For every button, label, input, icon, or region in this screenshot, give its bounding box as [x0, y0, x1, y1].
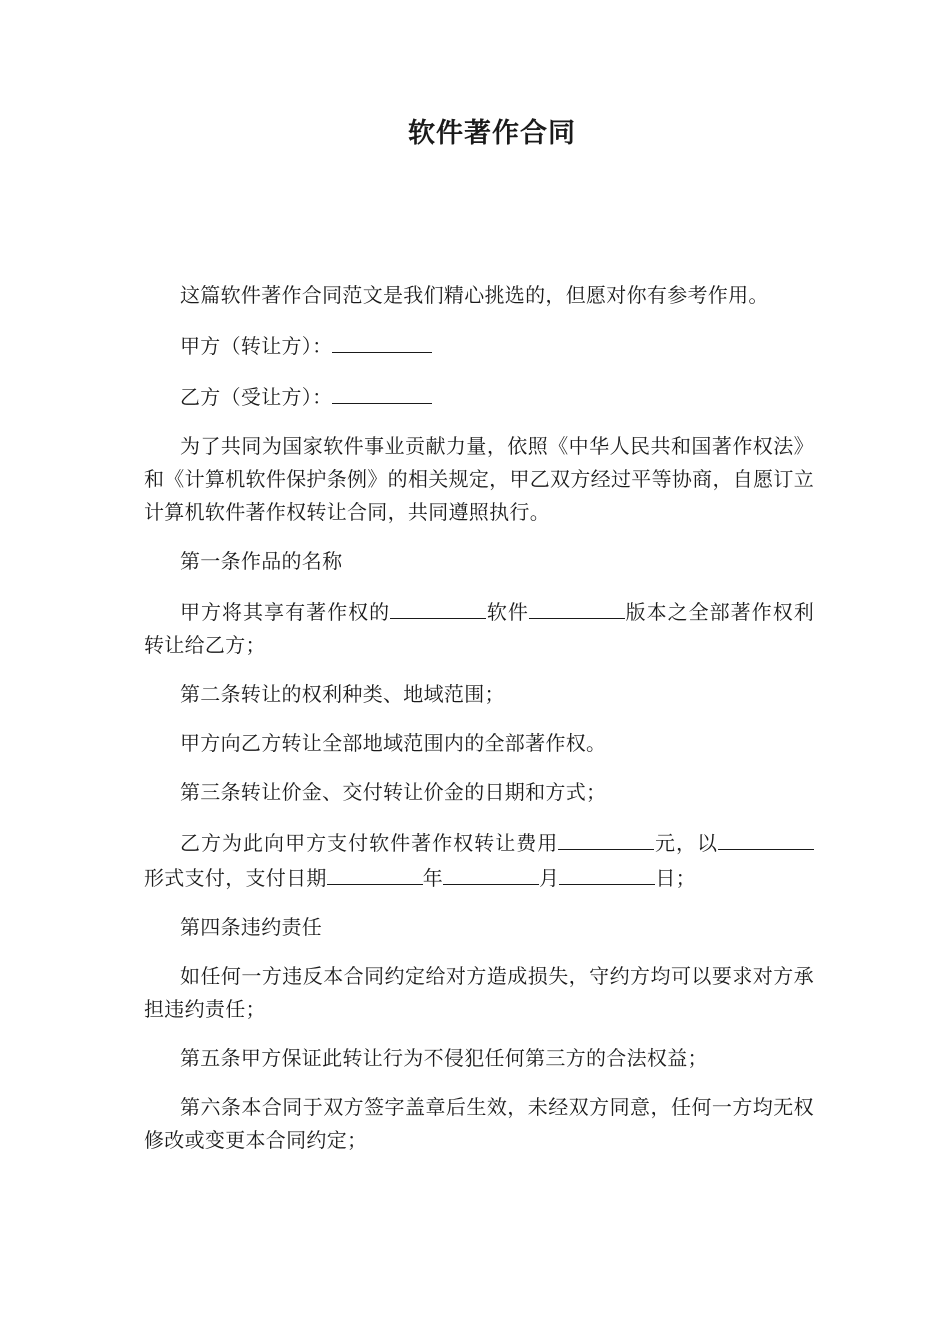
article-3-text-c: 形式支付，支付日期 — [144, 866, 327, 890]
software-name-blank — [390, 594, 486, 619]
article-3-text-f: 日； — [655, 866, 696, 890]
article-1-body — [144, 594, 814, 662]
article-4-body: 如任何一方违反本合同约定给对方造成损失，守约方均可以要求对方承担违约责任； — [144, 964, 814, 1021]
party-a-line — [144, 328, 814, 363]
article-3-text-e: 月 — [539, 866, 560, 890]
article-1-text-b: 软件 — [486, 600, 529, 624]
software-version-blank — [529, 594, 625, 619]
intro-paragraph: 这篇软件著作合同范文是我们精心挑选的，但愿对你有参考作用。 — [180, 283, 769, 307]
document-title: 软件著作合同 — [408, 118, 576, 149]
payment-month-blank — [443, 860, 539, 885]
party-b-blank — [332, 379, 432, 404]
article-6: 第六条本合同于双方签字盖章后生效，未经双方同意，任何一方均无权修改或变更本合同约定； — [144, 1095, 814, 1152]
article-2-body: 甲方向乙方转让全部地域范围内的全部著作权。 — [180, 731, 607, 755]
article-1-title: 第一条作品的名称 — [180, 549, 343, 573]
article-3-text-a: 乙方为此向甲方支付软件著作权转让费用 — [180, 831, 559, 855]
payment-form-blank — [718, 825, 814, 850]
article-3-text-d: 年 — [422, 866, 444, 890]
payment-year-blank — [327, 860, 423, 885]
party-b-line — [144, 379, 814, 414]
article-3-title: 第三条转让价金、交付转让价金的日期和方式； — [180, 780, 607, 804]
fee-amount-blank — [558, 825, 654, 850]
payment-day-blank — [559, 860, 655, 885]
article-1-text-a: 甲方将其享有著作权的 — [180, 600, 391, 624]
article-1-text-c: 版本之全部著作权利转让给乙方； — [144, 600, 815, 657]
article-3-body — [144, 825, 814, 895]
document-body — [144, 279, 814, 1173]
party-b-label: 乙方（受让方）： — [180, 385, 333, 409]
article-4-title: 第四条违约责任 — [180, 915, 323, 939]
party-a-blank — [332, 328, 432, 353]
preamble-paragraph: 为了共同为国家软件事业贡献力量，依照《中华人民共和国著作权法》和《计算机软件保护条例》的相关规定，甲乙双方经过平等协商，自愿订立计算机软件著作权转让合同，共同遵照执行。 — [144, 434, 814, 524]
party-a-label: 甲方（转让方）： — [180, 334, 333, 358]
article-3-text-b: 元，以 — [654, 831, 719, 855]
article-2-title: 第二条转让的权利种类、地域范围； — [180, 682, 505, 706]
article-5: 第五条甲方保证此转让行为不侵犯任何第三方的合法权益； — [180, 1046, 708, 1070]
